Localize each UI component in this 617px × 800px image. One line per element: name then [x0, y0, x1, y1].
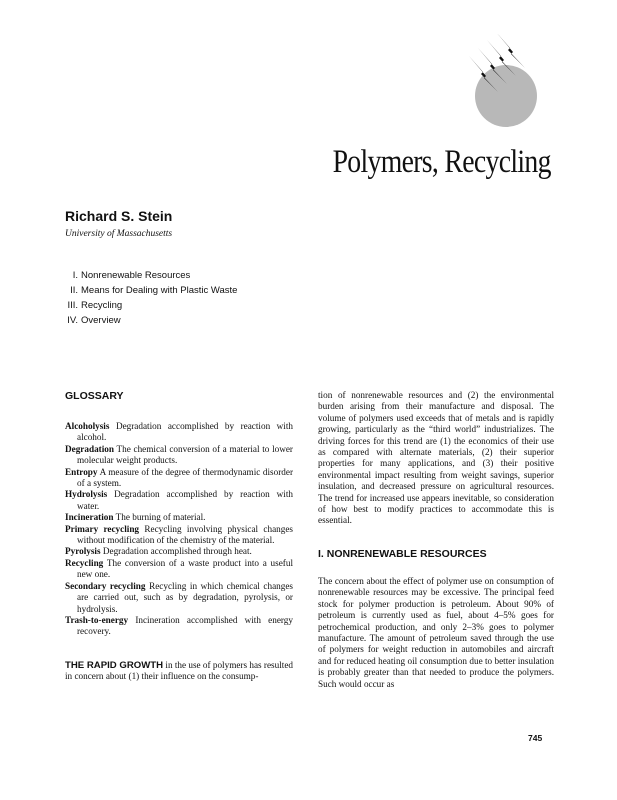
right-column [318, 390, 554, 690]
lightning-bolts-emblem-icon [458, 34, 538, 130]
glossary-term: Trash-to-energy [65, 614, 129, 625]
glossary-definition: The burning of material. [115, 512, 206, 523]
glossary-entry [65, 524, 293, 547]
left-column [65, 390, 293, 683]
toc-item-4[interactable] [60, 313, 237, 328]
glossary-definition: Degradation accomplished by reaction with alcohol. [77, 421, 294, 443]
intro-lead-in: THE RAPID GROWTH [65, 659, 164, 671]
article-title: Polymers, Recycling [332, 144, 551, 180]
toc-number: III. [67, 300, 78, 311]
glossary-term: Degradation [65, 443, 114, 454]
glossary-term: Hydrolysis [65, 489, 108, 500]
glossary-definition: The conversion of a waste product into a useful new one. [77, 557, 293, 580]
glossary-entry [65, 444, 293, 467]
toc-label: Recycling [81, 300, 123, 311]
glossary-definition: Recycling involving physical changes without modification of the chemistry of the material. [77, 523, 293, 546]
toc-label: Nonrenewable Resources [81, 270, 191, 281]
intro-paragraph-start [65, 660, 293, 683]
glossary-definition: The chemical conversion of a material to lower molecular weight products. [77, 443, 293, 466]
glossary-entry [65, 581, 293, 615]
glossary-term: Secondary recycling [65, 580, 146, 591]
glossary-term: Alcoholysis [65, 421, 110, 431]
toc-number: II. [70, 285, 78, 296]
toc-item-3[interactable] [60, 298, 237, 313]
toc-item-2[interactable] [60, 283, 237, 298]
glossary-entry [65, 512, 293, 523]
glossary-heading: GLOSSARY [65, 390, 124, 402]
toc-number: I. [72, 270, 78, 281]
glossary-entry [65, 546, 293, 557]
glossary-definition: Degradation accomplished through heat. [102, 546, 252, 557]
glossary-definition: Degradation accomplished by reaction with water. [77, 489, 294, 511]
table-of-contents [60, 268, 237, 328]
toc-label: Overview [81, 315, 121, 326]
glossary-definition: A measure of the degree of thermodynamic disorder of a system. [77, 466, 294, 489]
toc-number: IV. [67, 315, 78, 326]
glossary-list [65, 421, 293, 638]
glossary-entry [65, 558, 293, 581]
glossary-term: Entropy [65, 466, 98, 477]
section-heading-nonrenewable-resources: I. NONRENEWABLE RESOURCES [318, 547, 487, 560]
author-name: Richard S. Stein [65, 208, 173, 224]
glossary-definition: Incineration accomplished with energy recovery. [77, 614, 293, 637]
glossary-entry [65, 489, 293, 512]
glossary-entry [65, 467, 293, 490]
glossary-term: Incineration [65, 512, 114, 523]
author-affiliation: University of Massachusetts [65, 229, 173, 239]
glossary-term: Primary recycling [65, 523, 140, 534]
page-number: 745 [528, 733, 543, 743]
glossary-definition: Recycling in which chemical changes are carried out, such as by degradation, pyrolysis, or hydrolysis. [77, 580, 293, 614]
toc-label: Means for Dealing with Plastic Waste [81, 285, 238, 296]
glossary-entry [65, 421, 293, 444]
section-paragraph: The concern about the effect of polymer use on consumption of nonrenewable resources may be excessive. The principal feed stock for polymer production is petroleum. About 90% of petroleum is currently used as fuel, about 4–5% goes for petrochemical production, and only 2–3% goes to polymer manufacture. The amount of petroleum saved through the use of polymers for weight reduction in automobiles and aircraft and for reduced heating oil consumption due to better insulation is probably greater than that needed to produce the polymers. Such would occur as [318, 575, 554, 689]
glossary-term: Recycling [65, 557, 104, 568]
intro-paragraph-continued: tion of nonrenewable resources and (2) the environmental burden arising from their manufacture and disposal. The volume of polymers used exceeds that of metals and is rapidly growing, particularly as the “third world” industrializes. The driving forces for this trend are (1) the economics of their use as compared with alternate materials, (2) their superior properties for many applications, and (3) their positive environmental impact resulting from weight savings, superior insulation, and decreased pressure on agricultural resources. The trend for increased use appears inevitable, so consideration of how best to modify practices to accommodate this is essential. [318, 390, 554, 526]
intro-text: in the use of polymers has resulted in concern about (1) their influence on the consump- [65, 659, 293, 682]
glossary-term: Pyrolysis [65, 546, 101, 557]
glossary-entry [65, 615, 293, 638]
toc-item-1[interactable] [60, 268, 237, 283]
